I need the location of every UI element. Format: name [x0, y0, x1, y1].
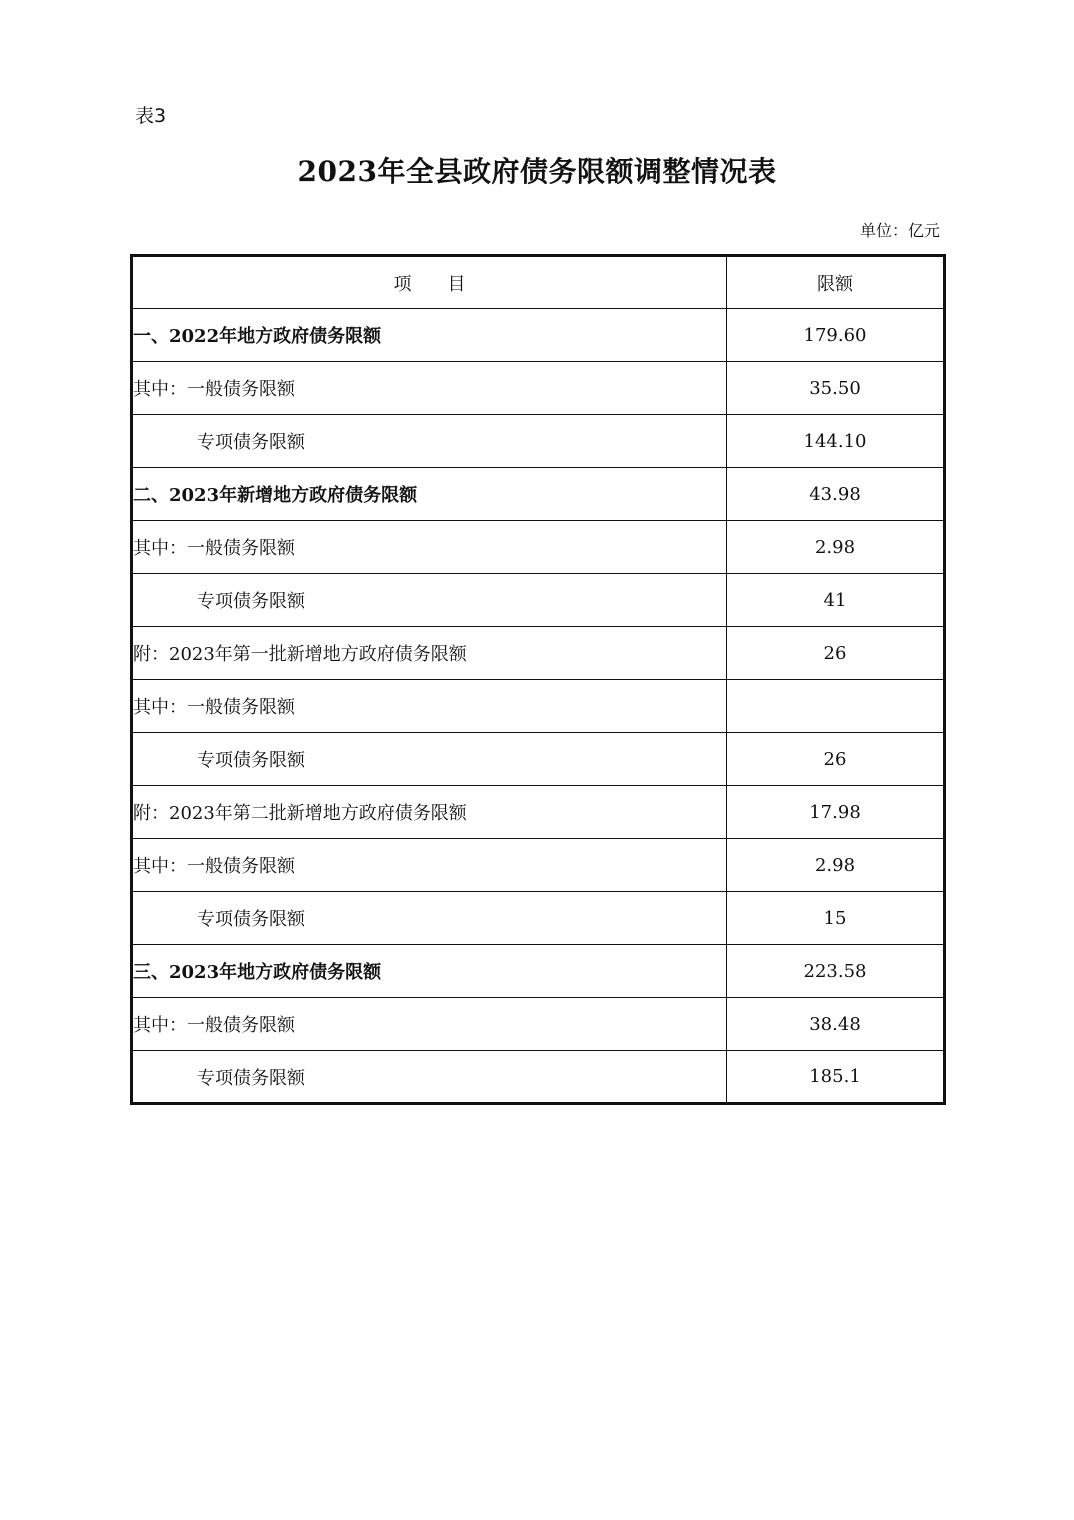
column-header-limit: 限额	[727, 256, 945, 309]
row-label: 其中：一般债务限额	[132, 680, 727, 733]
row-label: 其中：一般债务限额	[132, 839, 727, 892]
row-value: 2.98	[727, 839, 945, 892]
row-value: 223.58	[727, 945, 945, 998]
row-value: 144.10	[727, 415, 945, 468]
row-value: 38.48	[727, 998, 945, 1051]
row-value: 15	[727, 892, 945, 945]
table-row	[132, 574, 945, 627]
row-label: 专项债务限额	[132, 415, 727, 468]
row-label: 一、2022年地方政府债务限额	[132, 309, 727, 362]
table-row	[132, 309, 945, 362]
row-label: 专项债务限额	[132, 574, 727, 627]
table-row	[132, 733, 945, 786]
row-value: 41	[727, 574, 945, 627]
table-row	[132, 945, 945, 998]
table-header-row	[132, 256, 945, 309]
row-value: 179.60	[727, 309, 945, 362]
row-label: 其中：一般债务限额	[132, 362, 727, 415]
row-label: 其中：一般债务限额	[132, 521, 727, 574]
row-label: 其中：一般债务限额	[132, 998, 727, 1051]
table-row	[132, 839, 945, 892]
unit-note: 单位：亿元	[859, 221, 940, 240]
table-row	[132, 1051, 945, 1104]
table-row	[132, 892, 945, 945]
table-row	[132, 468, 945, 521]
row-value: 26	[727, 627, 945, 680]
row-label: 二、2023年新增地方政府债务限额	[132, 468, 727, 521]
table-row	[132, 362, 945, 415]
page-title: 2023年全县政府债务限额调整情况表	[297, 155, 777, 188]
table-row	[132, 415, 945, 468]
row-value: 17.98	[727, 786, 945, 839]
row-value	[727, 680, 945, 733]
debt-limit-table	[130, 254, 946, 1105]
table-label: 表3	[135, 105, 167, 127]
table-row	[132, 521, 945, 574]
table-row	[132, 786, 945, 839]
row-value: 26	[727, 733, 945, 786]
table-row	[132, 680, 945, 733]
row-label: 三、2023年地方政府债务限额	[132, 945, 727, 998]
row-label: 附：2023年第二批新增地方政府债务限额	[132, 786, 727, 839]
row-value: 43.98	[727, 468, 945, 521]
table-row	[132, 998, 945, 1051]
row-value: 2.98	[727, 521, 945, 574]
row-label: 专项债务限额	[132, 1051, 727, 1104]
row-value: 35.50	[727, 362, 945, 415]
table-row	[132, 627, 945, 680]
row-label: 附：2023年第一批新增地方政府债务限额	[132, 627, 727, 680]
row-label: 专项债务限额	[132, 733, 727, 786]
row-value: 185.1	[727, 1051, 945, 1104]
column-header-item: 项 目	[132, 256, 727, 309]
row-label: 专项债务限额	[132, 892, 727, 945]
